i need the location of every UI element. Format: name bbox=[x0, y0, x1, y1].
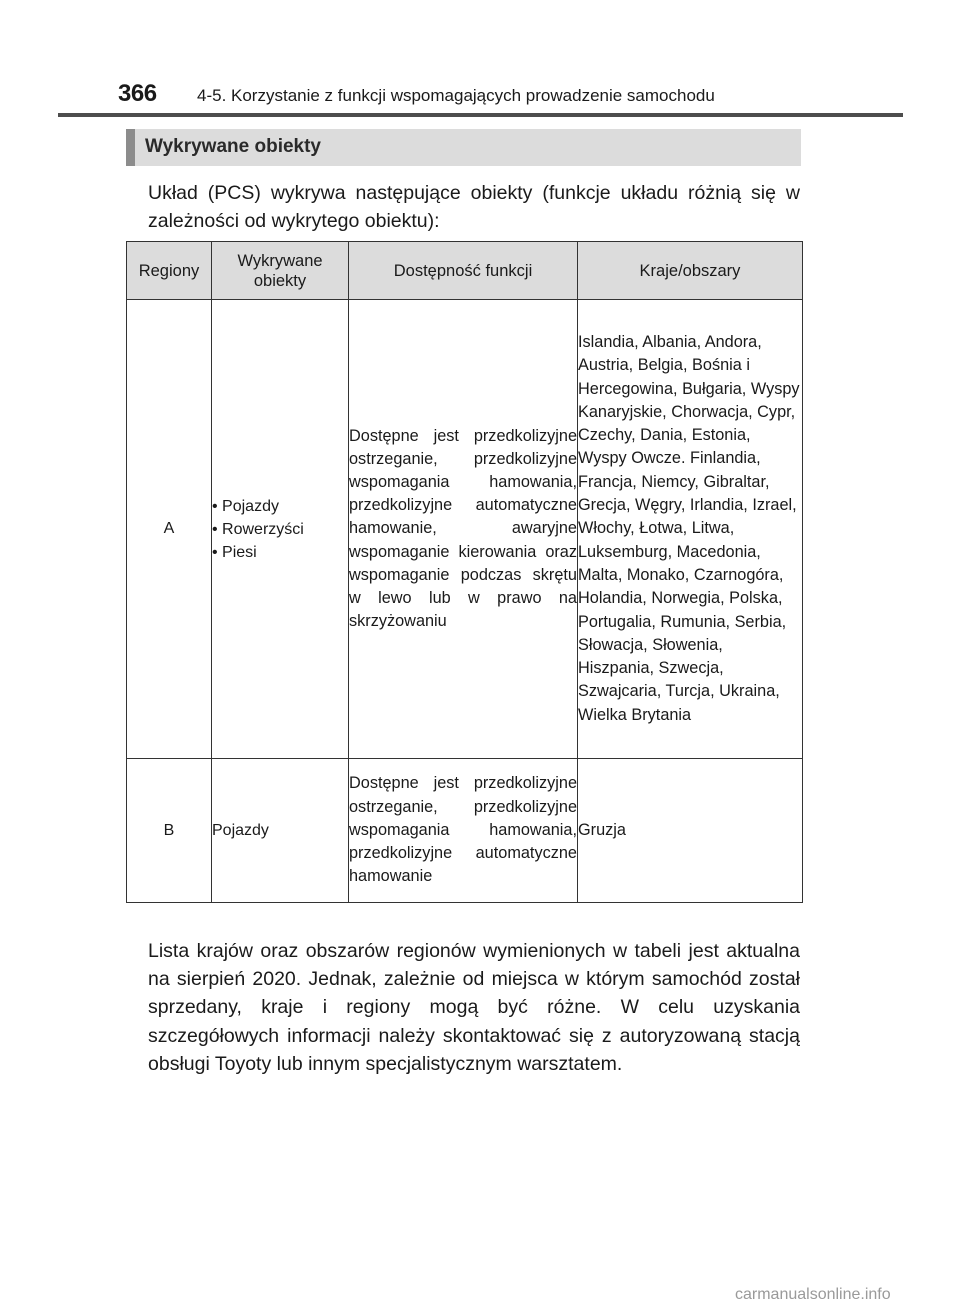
countries-cell: Islandia, Albania, Andora, Austria, Belgia, Bośnia i Hercegowina, Bułgaria, Wyspy Kanaryjskie, Chorwacja, Cypr, Czechy, Dania, Estonia, Wyspy Owcze. Finlandia, Francja, Niemcy, Gibraltar, Grecja, Węgry, Irlandia, Izrael, Włochy, Łotwa, Litwa, Luksemburg, Macedonia, Malta, Monako, Czarnogóra, Holandia, Norwegia, Polska, Portugalia, Rumunia, Serbia, Słowacja, Słowenia, Hiszpania, Szwecja, Szwajcaria, Turcja, Ukraina, Wielka Brytania bbox=[578, 300, 803, 759]
page-header bbox=[0, 0, 960, 118]
chapter-title: 4-5. Korzystanie z funkcji wspomagających prowadzenie samochodu bbox=[197, 86, 715, 105]
header-divider bbox=[58, 113, 903, 117]
object-item: Pojazdy bbox=[212, 822, 269, 839]
region-cell: A bbox=[127, 300, 212, 759]
intro-paragraph: Układ (PCS) wykrywa następujące obiekty (funkcje układu różnią się w zależności od wykrytego obiektu): bbox=[148, 182, 800, 232]
objects-cell bbox=[212, 759, 349, 903]
regions-table bbox=[126, 241, 803, 903]
region-cell: B bbox=[127, 759, 212, 903]
watermark: carmanualsonline.info bbox=[735, 1286, 891, 1303]
object-item: • Pojazdy bbox=[212, 497, 279, 515]
objects-cell bbox=[212, 300, 349, 759]
header-countries: Kraje/obszary bbox=[578, 242, 803, 300]
header-detected-objects: Wykrywane obiekty bbox=[212, 242, 349, 300]
table-header-row bbox=[127, 242, 803, 300]
functions-cell: Dostępne jest przedkolizyjne ostrzeganie, przedkolizyjne wspomagania hamowania, przedkolizyjne automatyczne hamowanie bbox=[349, 759, 578, 903]
table-row-b bbox=[127, 759, 803, 903]
object-item: • Piesi bbox=[212, 543, 257, 561]
section-heading bbox=[126, 129, 801, 166]
header-regions: Regiony bbox=[127, 242, 212, 300]
object-item: • Rowerzyści bbox=[212, 520, 304, 538]
header-function-availability: Dostępność funkcji bbox=[349, 242, 578, 300]
table-row-a bbox=[127, 300, 803, 759]
closing-paragraph: Lista krajów oraz obszarów regionów wymienionych w tabeli jest aktualna na sierpień 2020. Jednak, zależnie od miejsca w którym samochód został sprzedany, kraje i regiony mogą być różne. W celu uzyskania szczegółowych informacji należy skontaktować się z autoryzowaną stacją obsługi Toyoty lub innym specjalistycznym warsztatem. bbox=[148, 940, 800, 1075]
page-number: 366 bbox=[118, 80, 157, 107]
section-title: Wykrywane obiekty bbox=[145, 136, 322, 157]
functions-cell: Dostępne jest przedkolizyjne ostrzeganie, przedkolizyjne wspomagania hamowania, przedkolizyjne automatyczne hamowanie, awaryjne wspomaganie kierowania oraz wspomaganie podczas skrętu w lewo lub w prawo na skrzyżowaniu bbox=[349, 300, 578, 759]
countries-cell: Gruzja bbox=[578, 759, 803, 903]
